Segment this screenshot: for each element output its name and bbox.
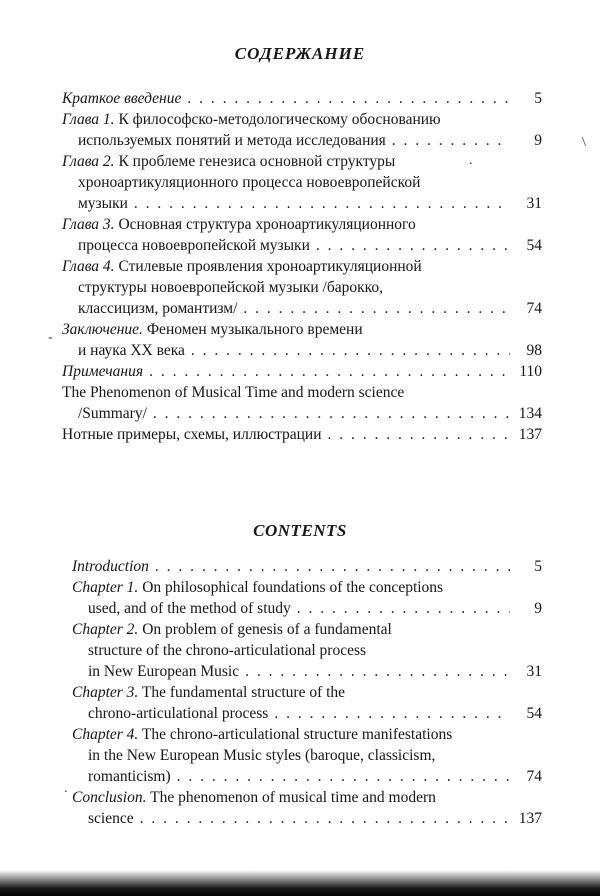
toc-entry-text: On philosophical foundations of the conceptions bbox=[138, 579, 444, 596]
toc-entry bbox=[72, 577, 542, 619]
dot-leader bbox=[328, 424, 510, 445]
toc-entry-text: science bbox=[88, 810, 134, 827]
toc-entry-text: structure of the chrono-articulational process bbox=[88, 642, 367, 659]
toc-page-number: 9 bbox=[534, 600, 542, 617]
dot-leader bbox=[274, 703, 510, 724]
toc-entry bbox=[62, 214, 542, 256]
toc-page-number: 110 bbox=[519, 363, 542, 380]
toc-entry bbox=[62, 256, 542, 319]
toc-entry-prefix: Глава 1. bbox=[62, 111, 115, 128]
toc-entry-text: Нотные примеры, схемы, иллюстрации bbox=[62, 426, 322, 443]
toc-entry-prefix: Краткое введение bbox=[62, 90, 182, 107]
toc-entry-line bbox=[62, 172, 542, 193]
toc-entry-label bbox=[62, 256, 422, 277]
toc-entry-line bbox=[62, 277, 542, 298]
toc-entry-text: Стилевые проявления хроноартикуляционной bbox=[114, 258, 422, 275]
toc-entry-line bbox=[62, 298, 542, 319]
toc-entry-label bbox=[88, 598, 291, 619]
toc-page-number: 5 bbox=[534, 90, 542, 107]
toc-entry-label bbox=[88, 661, 239, 682]
toc-entry-prefix: Introduction bbox=[72, 558, 149, 575]
toc-entry-line bbox=[72, 766, 542, 787]
dot-leader bbox=[243, 298, 510, 319]
toc-entry-label bbox=[78, 340, 185, 361]
toc-entry-label bbox=[88, 640, 366, 661]
toc-page-number: 74 bbox=[526, 300, 542, 317]
toc-entry-text: used, and of the method of study bbox=[88, 600, 291, 617]
toc-entry-text: The fundamental structure of the bbox=[138, 684, 346, 701]
toc-entry-label bbox=[78, 277, 383, 298]
toc-entry-line bbox=[72, 745, 542, 766]
toc-entry bbox=[62, 319, 542, 361]
toc-page-number: 134 bbox=[518, 405, 542, 422]
toc-entry-text: музыки bbox=[78, 195, 128, 212]
toc-page-number: 137 bbox=[518, 810, 542, 827]
toc-entry-line bbox=[62, 319, 542, 340]
page-edge-shadow bbox=[0, 870, 600, 896]
toc-entry-label bbox=[78, 130, 386, 151]
dot-leader bbox=[187, 88, 510, 109]
toc-page-number: 74 bbox=[526, 768, 542, 785]
stray-mark: \ bbox=[582, 135, 586, 150]
toc-entry-line bbox=[62, 361, 542, 382]
toc-entry-label bbox=[72, 577, 443, 598]
toc-entry-line bbox=[72, 556, 542, 577]
toc-entry-label bbox=[62, 109, 441, 130]
toc-entry-text: The phenomenon of musical time and modern bbox=[146, 789, 436, 806]
toc-entry-text: классицизм, романтизм/ bbox=[78, 300, 238, 317]
toc-entry-text: Основная структура хроноартикуляционного bbox=[114, 216, 416, 233]
toc-entry-line bbox=[62, 88, 542, 109]
toc-entry-label bbox=[72, 682, 345, 703]
toc-entry-line bbox=[72, 598, 542, 619]
toc-entry-line bbox=[72, 619, 542, 640]
stray-mark: - bbox=[48, 330, 53, 345]
toc-entry-text: К философско-методологическому обоснованию bbox=[114, 111, 441, 128]
toc-entry-text: и наука XX века bbox=[78, 342, 185, 359]
toc-entry-prefix: Chapter 2. bbox=[72, 621, 139, 638]
toc-entry-line bbox=[72, 724, 542, 745]
dot-leader bbox=[245, 661, 510, 682]
dot-leader bbox=[297, 598, 510, 619]
toc-entry-prefix: Глава 3. bbox=[62, 216, 115, 233]
toc-entry-line bbox=[62, 382, 542, 403]
dot-leader bbox=[316, 235, 510, 256]
toc-entry-text: On problem of genesis of a fundamental bbox=[138, 621, 392, 638]
toc-entry-text: The Phenomenon of Musical Time and modern science bbox=[62, 384, 405, 401]
toc-entry-label bbox=[78, 403, 147, 424]
toc-entry-prefix: Chapter 4. bbox=[72, 726, 139, 743]
toc-entry-line bbox=[72, 682, 542, 703]
toc-entry-text: процесса новоевропейской музыки bbox=[78, 237, 310, 254]
toc-entry-line bbox=[72, 640, 542, 661]
toc-entry-prefix: Conclusion. bbox=[72, 789, 147, 806]
toc-entry bbox=[62, 424, 542, 445]
toc-entry-line bbox=[62, 109, 542, 130]
toc-entry-text: chrono-articulational process bbox=[88, 705, 269, 722]
toc-entry-prefix: Глава 2. bbox=[62, 153, 115, 170]
toc-entry bbox=[72, 682, 542, 724]
toc-page-number: 31 bbox=[526, 663, 542, 680]
toc-entry-line bbox=[62, 340, 542, 361]
toc-entry-text: The chrono-articulational structure manifestations bbox=[138, 726, 453, 743]
toc-entry-text: in New European Music bbox=[88, 663, 240, 680]
english-toc bbox=[72, 556, 542, 829]
toc-entry-line bbox=[62, 403, 542, 424]
toc-entry-text: romanticism) bbox=[88, 768, 171, 785]
toc-entry-label bbox=[62, 382, 404, 403]
toc-entry-text: используемых понятий и метода исследования bbox=[78, 132, 386, 149]
toc-entry-label bbox=[62, 214, 416, 235]
toc-entry bbox=[72, 787, 542, 829]
stray-mark: . bbox=[469, 153, 473, 168]
toc-entry-line bbox=[62, 256, 542, 277]
toc-entry-label bbox=[88, 703, 268, 724]
toc-entry-text: структуры новоевропейской музыки /барокко, bbox=[78, 279, 383, 296]
toc-entry-line bbox=[62, 130, 542, 151]
toc-entry-label bbox=[72, 724, 452, 745]
toc-page-number: 54 bbox=[526, 705, 542, 722]
toc-entry bbox=[72, 556, 542, 577]
toc-entry-label bbox=[72, 556, 149, 577]
toc-entry bbox=[62, 361, 542, 382]
dot-leader bbox=[392, 130, 510, 151]
toc-entry-text: /Summary/ bbox=[78, 405, 147, 422]
toc-entry-prefix: Chapter 1. bbox=[72, 579, 139, 596]
toc-entry-label bbox=[72, 619, 392, 640]
toc-entry-line bbox=[72, 661, 542, 682]
dot-leader bbox=[153, 403, 510, 424]
toc-entry-text: Феномен музыкального времени bbox=[142, 321, 363, 338]
dot-leader bbox=[140, 808, 510, 829]
toc-page-number: 5 bbox=[534, 558, 542, 575]
stray-mark: . bbox=[64, 781, 68, 796]
toc-entry-label bbox=[88, 745, 435, 766]
toc-entry bbox=[72, 724, 542, 787]
toc-entry-line bbox=[62, 193, 542, 214]
toc-entry-text: К проблеме генезиса основной структуры bbox=[114, 153, 396, 170]
toc-entry-text: хроноартикуляционного процесса новоевропейской bbox=[78, 174, 421, 191]
dot-leader bbox=[149, 361, 510, 382]
toc-entry-line bbox=[72, 577, 542, 598]
toc-entry-label bbox=[62, 361, 143, 382]
dot-leader bbox=[191, 340, 510, 361]
toc-entry bbox=[62, 109, 542, 151]
toc-entry bbox=[62, 88, 542, 109]
toc-entry bbox=[72, 619, 542, 682]
toc-entry-label bbox=[78, 172, 420, 193]
toc-entry-prefix: Chapter 3. bbox=[72, 684, 139, 701]
toc-page-number: 9 bbox=[534, 132, 542, 149]
toc-entry-line bbox=[72, 703, 542, 724]
toc-page-number: 98 bbox=[526, 342, 542, 359]
english-contents-title: CONTENTS bbox=[253, 521, 347, 540]
toc-page-number: 31 bbox=[526, 195, 542, 212]
toc-entry-text: in the New European Music styles (baroque, classicism, bbox=[88, 747, 436, 764]
dot-leader bbox=[177, 766, 510, 787]
russian-contents-title: СОДЕРЖАНИЕ bbox=[234, 44, 366, 63]
toc-entry-label bbox=[78, 298, 237, 319]
toc-entry-line bbox=[72, 808, 542, 829]
toc-entry-line bbox=[72, 787, 542, 808]
toc-entry-label bbox=[72, 787, 436, 808]
russian-toc bbox=[62, 88, 542, 445]
toc-entry-line bbox=[62, 235, 542, 256]
toc-entry-label bbox=[88, 766, 171, 787]
toc-entry-prefix: Заключение. bbox=[62, 321, 143, 338]
toc-entry-prefix: Глава 4. bbox=[62, 258, 115, 275]
toc-entry-line bbox=[62, 214, 542, 235]
toc-entry-label bbox=[78, 235, 310, 256]
dot-leader bbox=[155, 556, 510, 577]
toc-entry-label bbox=[62, 151, 395, 172]
toc-entry bbox=[62, 382, 542, 424]
toc-entry-prefix: Примечания bbox=[62, 363, 144, 380]
toc-page-number: 137 bbox=[518, 426, 542, 443]
toc-entry-label bbox=[62, 88, 181, 109]
toc-page-number: 54 bbox=[526, 237, 542, 254]
dot-leader bbox=[134, 193, 510, 214]
toc-entry-label bbox=[62, 319, 363, 340]
toc-entry-label bbox=[62, 424, 322, 445]
toc-entry-line bbox=[62, 424, 542, 445]
toc-entry-label bbox=[88, 808, 134, 829]
toc-entry-label bbox=[78, 193, 128, 214]
